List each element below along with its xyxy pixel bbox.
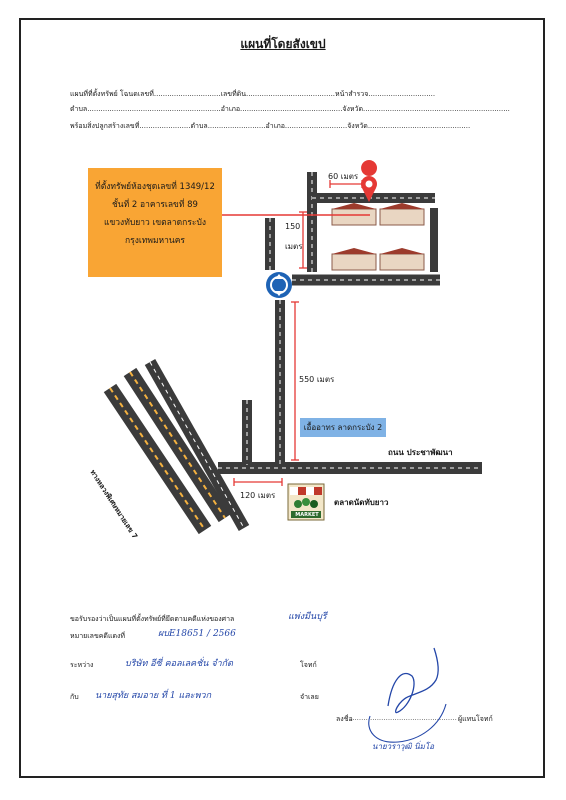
defendant-value: นายสุทัย สมอาย ที่ 1 และพวก <box>95 691 212 701</box>
header-line-2: ตำบล............................................................อำเภอ..............................................จังหวัด.................................................................. <box>70 105 510 113</box>
property-line-1: ที่ตั้งทรัพย์ห้องชุดเลขที่ 1349/12 <box>95 182 215 192</box>
distance-550m: 550 เมตร <box>299 375 335 384</box>
header-line-1: แผนที่ที่ตั้งทรัพย์ โฉนดเลขที่..............................เลขที่ดิน........................................หน้าสำรวจ.............................. <box>70 90 436 98</box>
sign-label: ลงชื่อ <box>336 715 353 723</box>
property-line-2: ชั้นที่ 2 อาคารเลขที่ 89 <box>112 200 198 210</box>
sign-role: ผู้แทนโจทก์ <box>458 715 493 723</box>
case-number-value: ผบE18651 / 2566 <box>158 629 236 639</box>
market-sign-label: MARKET <box>295 512 319 518</box>
road-name-label: ถนน ประชาพัฒนา <box>388 448 453 457</box>
defendant-role: จำเลย <box>300 693 319 701</box>
signer-name: นายวราวุฒิ นิ่มโอ <box>372 742 435 751</box>
with-label: กับ <box>70 693 79 701</box>
plaintiff-role: โจทก์ <box>300 661 317 669</box>
header-line-3: พร้อมสิ่งปลูกสร้างเลขที่.......................ตำบล..........................อำเภอ............................จังหวัด.............................................. <box>70 122 471 130</box>
page-title: แผนที่โดยสังเขป <box>240 37 326 51</box>
distance-150m-unit: เมตร <box>285 242 303 251</box>
property-line-3: แขวงทับยาว เขตลาดกระบัง <box>104 218 206 228</box>
case-number-label: หมายเลขคดีแดงที่ <box>70 632 126 640</box>
school-label: เอื้ออาทร ลาดกระบัง 2 <box>300 418 386 437</box>
market-label: ตลาดนัดทับยาว <box>334 498 389 507</box>
distance-60m: 60 เมตร <box>328 172 359 181</box>
distance-120m: 120 เมตร <box>240 491 276 500</box>
distance-150m-number: 150 <box>285 222 301 231</box>
property-line-4: กรุงเทพมหานคร <box>124 236 185 246</box>
plaintiff-value: บริษัท อีซี่ คอลเลคชั่น จำกัด <box>125 659 233 669</box>
property-info-box <box>88 168 222 277</box>
expressway-7 <box>110 362 244 530</box>
court-name: แพ่งมีนบุรี <box>288 612 327 622</box>
roundabout-icon <box>266 272 292 298</box>
expressway-label: ทางหลวงพิเศษหมายเลข 7 <box>88 468 139 541</box>
building-icons <box>332 203 424 270</box>
certify-label: ขอรับรองว่าเป็นแผนที่ตั้งทรัพย์ที่ยึดตามคดีแห่งของศาล <box>70 615 235 623</box>
between-label: ระหว่าง <box>70 661 94 669</box>
